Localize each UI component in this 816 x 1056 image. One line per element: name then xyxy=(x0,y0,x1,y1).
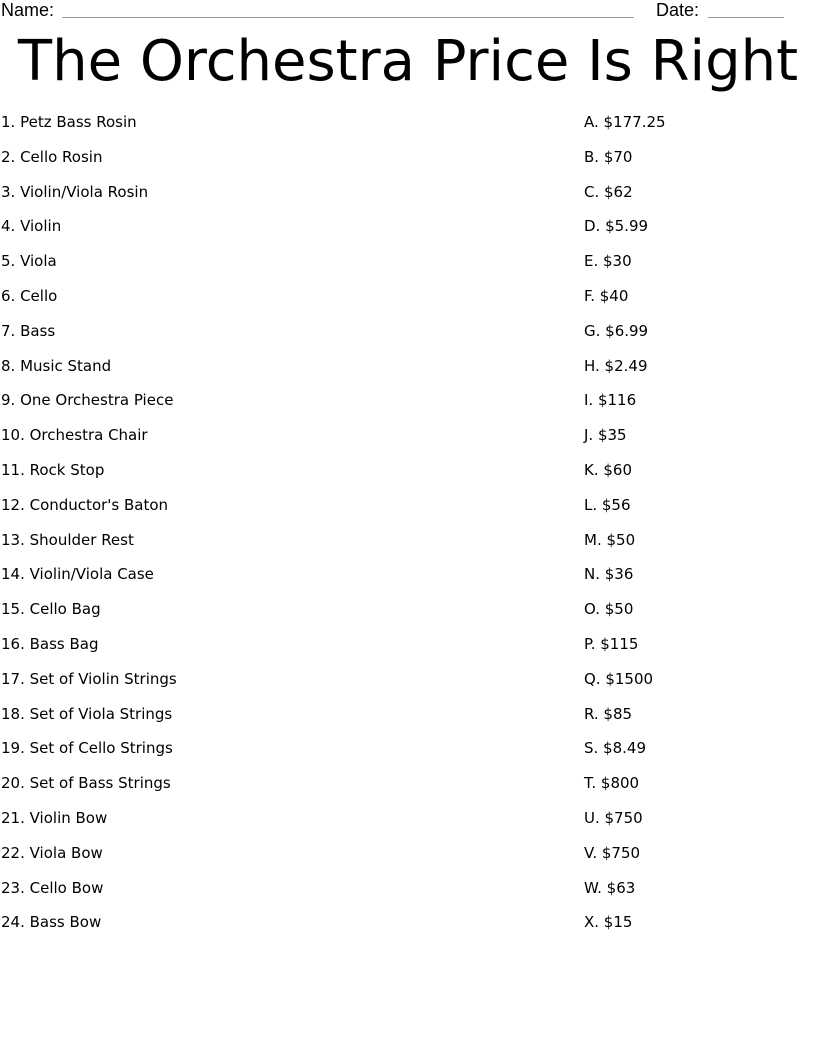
item-row: 15. Cello Bag xyxy=(1,600,101,619)
item-row: 22. Viola Bow xyxy=(1,843,103,862)
date-blank-line xyxy=(708,17,784,18)
price-option: S. $8.49 xyxy=(584,739,646,758)
price-option: H. $2.49 xyxy=(584,356,648,375)
item-row: 9. One Orchestra Piece xyxy=(1,391,174,410)
price-option: U. $750 xyxy=(584,809,643,827)
item-row: 7. Bass xyxy=(1,321,56,340)
item-row: 18. Set of Viola Strings xyxy=(1,704,173,723)
worksheet-title: The Orchestra Price Is Right xyxy=(17,29,799,94)
price-option: O. $50 xyxy=(584,600,634,619)
date-label: Date: xyxy=(656,0,700,20)
item-row: 17. Set of Violin Strings xyxy=(1,669,177,688)
item-row: 2. Cello Rosin xyxy=(1,147,103,166)
item-row: 19. Set of Cello Strings xyxy=(1,739,173,758)
price-option: F. $40 xyxy=(584,287,629,305)
price-option: X. $15 xyxy=(584,913,633,932)
price-option: K. $60 xyxy=(584,461,633,479)
item-row: 5. Viola xyxy=(1,252,57,271)
price-option: L. $56 xyxy=(584,495,631,514)
price-option: N. $36 xyxy=(584,565,634,584)
item-row: 20. Set of Bass Strings xyxy=(1,774,171,793)
item-row: 4. Violin xyxy=(1,217,62,236)
price-option: V. $750 xyxy=(584,843,641,862)
price-option: R. $85 xyxy=(584,704,633,723)
item-row: 24. Bass Bow xyxy=(1,913,102,932)
item-row: 8. Music Stand xyxy=(1,356,112,375)
item-row: 23. Cello Bow xyxy=(1,878,104,897)
price-option: E. $30 xyxy=(584,252,632,271)
item-row: 10. Orchestra Chair xyxy=(1,426,148,445)
item-row: 11. Rock Stop xyxy=(1,461,105,479)
price-option: M. $50 xyxy=(584,530,636,549)
price-option: B. $70 xyxy=(584,147,633,166)
item-row: 12. Conductor's Baton xyxy=(1,495,169,514)
price-option: J. $35 xyxy=(584,426,627,445)
item-row: 3. Violin/Viola Rosin xyxy=(1,182,149,201)
price-option: G. $6.99 xyxy=(584,321,649,340)
price-option: P. $115 xyxy=(584,635,639,653)
item-row: 1. Petz Bass Rosin xyxy=(1,113,137,131)
worksheet-header xyxy=(0,0,816,24)
item-row: 6. Cello xyxy=(1,287,58,305)
price-option: C. $62 xyxy=(584,182,633,201)
item-row: 13. Shoulder Rest xyxy=(1,530,134,549)
item-row: 21. Violin Bow xyxy=(1,809,108,827)
item-row: 14. Violin/Viola Case xyxy=(1,565,154,584)
price-option: A. $177.25 xyxy=(584,113,666,131)
price-option: W. $63 xyxy=(584,878,636,897)
name-label: Name: xyxy=(1,0,55,20)
price-option: D. $5.99 xyxy=(584,217,649,236)
price-option: I. $116 xyxy=(584,391,637,410)
item-row: 16. Bass Bag xyxy=(1,635,99,653)
price-option: Q. $1500 xyxy=(584,669,654,688)
price-option: T. $800 xyxy=(584,774,640,793)
name-blank-line xyxy=(62,17,634,18)
